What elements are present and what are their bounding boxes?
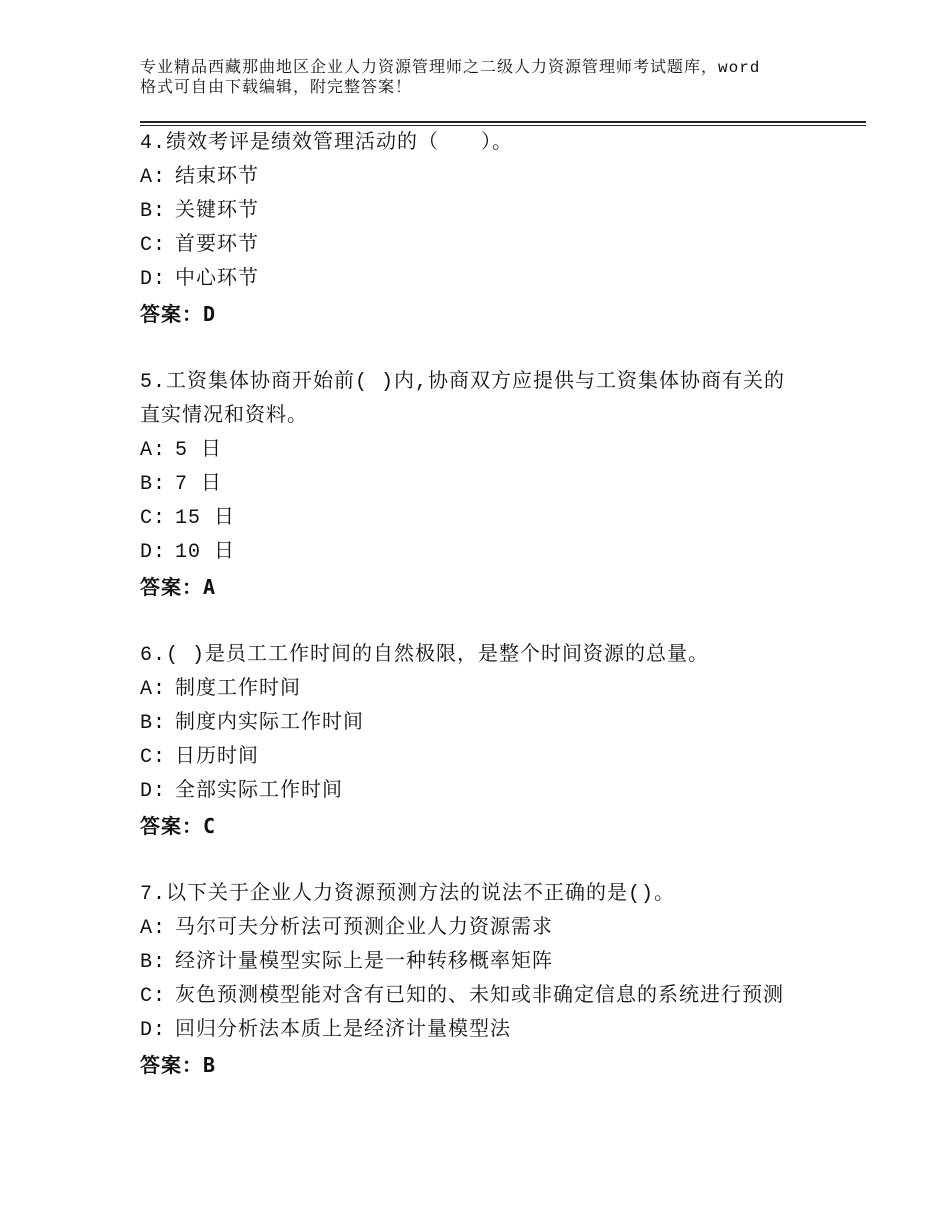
option-text: 10 日 [175, 541, 236, 564]
question-stem-text: 工资集体协商开始前( )内,协商双方应提供与工资集体协商有关的 [166, 371, 786, 394]
question-4 [140, 127, 910, 331]
question-stem [140, 639, 910, 673]
answer-value: C [203, 814, 217, 838]
option-label: B: [140, 473, 167, 496]
option-c [140, 741, 910, 775]
answer-label: 答案： [140, 575, 203, 599]
option-label: D: [140, 541, 167, 564]
question-list [140, 127, 910, 1117]
answer-row [140, 297, 910, 331]
question-stem-text: ( )是员工工作时间的自然极限，是整个时间资源的总量。 [166, 644, 710, 667]
question-7 [140, 878, 910, 1082]
option-label: C: [140, 746, 167, 769]
option-b [140, 468, 910, 502]
option-label: C: [140, 985, 167, 1008]
option-text: 中心环节 [175, 268, 259, 291]
answer-label: 答案： [140, 302, 203, 326]
option-d [140, 1014, 910, 1048]
option-text: 结束环节 [175, 166, 259, 189]
option-a [140, 161, 910, 195]
option-label: B: [140, 712, 167, 735]
header-line-2: 格式可自由下载编辑，附完整答案！ [140, 79, 413, 97]
header-line-1: 专业精品西藏那曲地区企业人力资源管理师之二级人力资源管理师考试题库，word [140, 59, 761, 77]
option-c [140, 502, 910, 536]
question-stem-text: 直实情况和资料。 [140, 405, 308, 428]
question-5 [140, 366, 910, 604]
option-label: D: [140, 780, 167, 803]
option-d [140, 263, 910, 297]
option-text: 回归分析法本质上是经济计量模型法 [175, 1019, 511, 1042]
option-text: 制度内实际工作时间 [175, 712, 364, 735]
option-text: 马尔可夫分析法可预测企业人力资源需求 [175, 917, 553, 940]
option-text: 经济计量模型实际上是一种转移概率矩阵 [175, 951, 553, 974]
answer-row [140, 809, 910, 843]
answer-label: 答案： [140, 1053, 203, 1077]
question-6 [140, 639, 910, 843]
option-text: 5 日 [175, 439, 223, 462]
question-stem-text: 绩效考评是绩效管理活动的（ ）。 [166, 132, 514, 155]
question-stem [140, 366, 910, 400]
answer-value: D [203, 302, 217, 326]
question-stem-text: 以下关于企业人力资源预测方法的说法不正确的是()。 [166, 883, 676, 906]
option-c [140, 229, 910, 263]
answer-value: B [203, 1053, 217, 1077]
option-d [140, 536, 910, 570]
answer-label: 答案： [140, 814, 203, 838]
option-text: 日历时间 [175, 746, 259, 769]
answer-row [140, 1048, 910, 1082]
question-number: 4. [140, 132, 167, 155]
option-a [140, 434, 910, 468]
header-divider [140, 121, 866, 126]
question-number: 7. [140, 883, 167, 906]
option-text: 7 日 [175, 473, 223, 496]
option-b [140, 195, 910, 229]
option-label: D: [140, 268, 167, 291]
option-label: A: [140, 439, 167, 462]
option-c [140, 980, 910, 1014]
answer-row [140, 570, 910, 604]
option-text: 全部实际工作时间 [175, 780, 343, 803]
option-label: D: [140, 1019, 167, 1042]
option-label: C: [140, 507, 167, 530]
page-header [140, 58, 900, 98]
question-number: 6. [140, 644, 167, 667]
option-text: 制度工作时间 [175, 678, 301, 701]
question-number: 5. [140, 371, 167, 394]
option-a [140, 673, 910, 707]
option-b [140, 707, 910, 741]
option-text: 灰色预测模型能对含有已知的、未知或非确定信息的系统进行预测 [175, 985, 784, 1008]
answer-value: A [203, 575, 217, 599]
option-b [140, 946, 910, 980]
option-text: 首要环节 [175, 234, 259, 257]
option-label: B: [140, 200, 167, 223]
option-text: 关键环节 [175, 200, 259, 223]
option-label: A: [140, 678, 167, 701]
question-stem-continuation [140, 400, 910, 434]
question-stem [140, 878, 910, 912]
option-label: A: [140, 917, 167, 940]
option-label: A: [140, 166, 167, 189]
option-text: 15 日 [175, 507, 236, 530]
option-label: B: [140, 951, 167, 974]
option-d [140, 775, 910, 809]
option-label: C: [140, 234, 167, 257]
question-stem [140, 127, 910, 161]
option-a [140, 912, 910, 946]
